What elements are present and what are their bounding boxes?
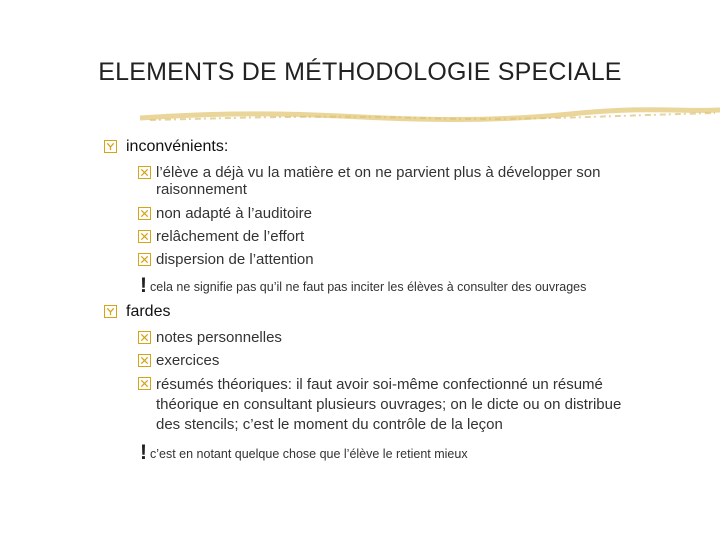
x-box-icon [138,331,151,344]
decorative-underline [140,104,720,130]
note-text: cela ne signifie pas qu’il ne faut pas inciter les élèves à consulter des ouvrages [150,280,587,294]
note [140,441,468,465]
item-text: relâchement de l’effort [156,228,305,245]
y-box-icon [104,305,117,318]
heading-text: inconvénients: [126,138,229,155]
item-text: résumés théoriques: il faut avoir soi-même confectionné un résumé théorique en consultant plusieurs ouvrages; on le dicte ou on distribue des stencils; c’est le moment du contrôle de la leçon [156,376,622,433]
y-box-icon [104,140,117,153]
exclamation-mark: ! [140,274,147,297]
x-box-icon [138,207,151,220]
item-text: exercices [156,352,220,369]
item-text: dispersion de l’attention [156,251,314,268]
item-text: non adapté à l’auditoire [156,205,312,222]
item-text: notes personnelles [156,329,282,346]
x-box-icon [138,230,151,243]
x-box-icon [138,377,151,390]
x-box-icon [138,253,151,266]
x-box-icon [138,354,151,367]
slide-title: ELEMENTS DE MÉTHODOLOGIE SPECIALE [98,58,622,86]
exclamation-mark: ! [140,441,147,464]
item-text: l’élève a déjà vu la matière et on ne parvient plus à développer son raisonnement [156,164,601,198]
heading-text: fardes [126,303,171,320]
note [140,274,586,298]
note-text: c’est en notant quelque chose que l’élève le retient mieux [150,447,468,461]
x-box-icon [138,166,151,179]
